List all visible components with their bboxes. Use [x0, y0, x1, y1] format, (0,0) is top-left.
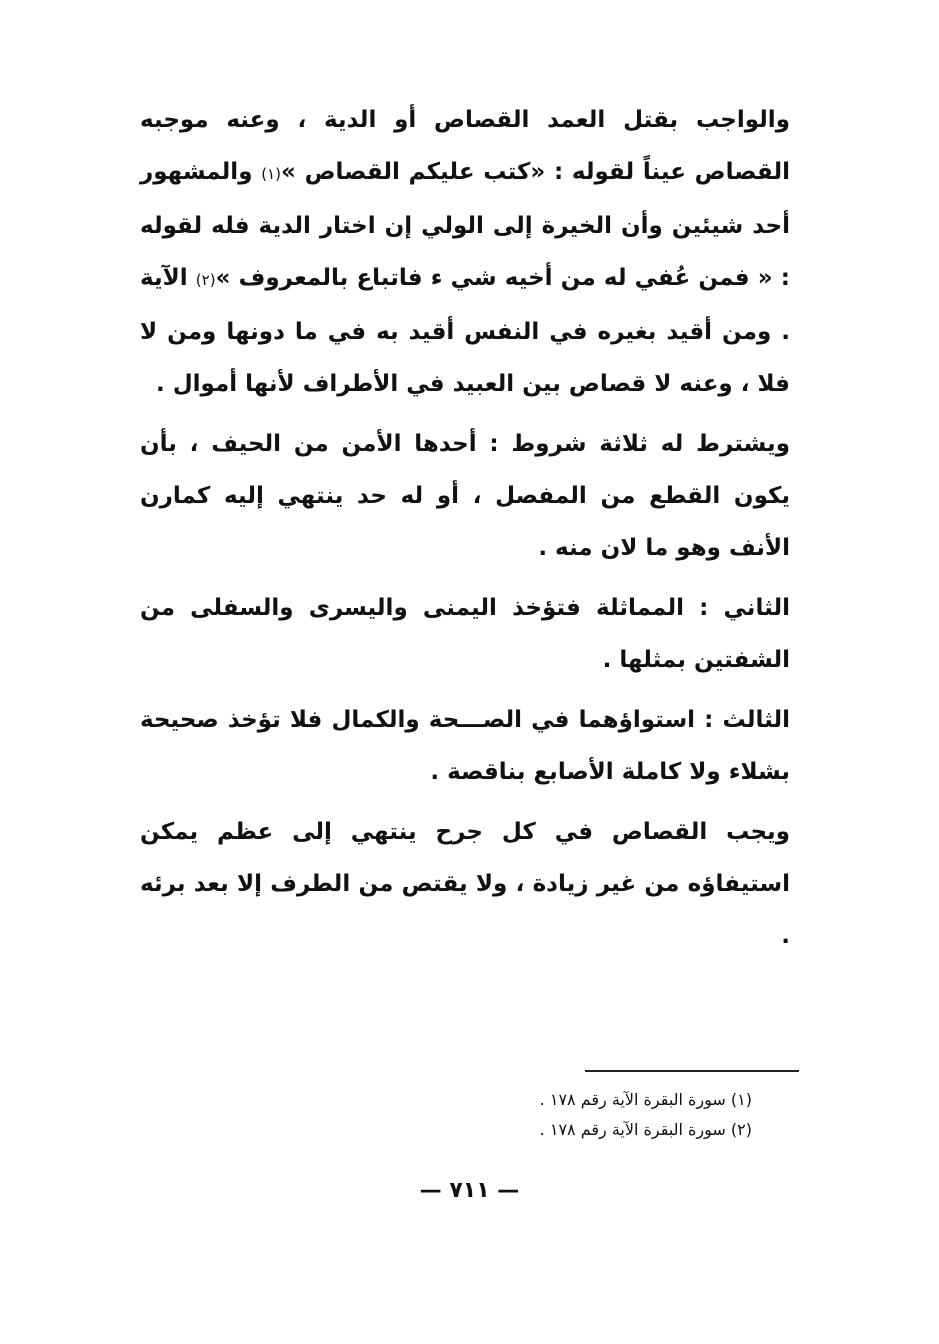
page-number: — ٧١١ —: [419, 1178, 520, 1203]
footnote-ref-2: (٢): [195, 271, 216, 289]
paragraph-1: [140, 94, 790, 410]
paragraph-1-part-2: والمشهور أحد شيئين وأن الخيرة إلى الولي إن اختار الدية فله لقوله : « فمن عُفي له من أخيه شي ء فاتباع بالمعروف »: [140, 159, 790, 291]
main-text: [140, 94, 790, 970]
paragraph-3: الثاني : المماثلة فتؤخذ اليمنى واليسرى والسفلى من الشفتين بمثلها .: [140, 595, 790, 673]
paragraph-1-part-1: والواجب بقتل العمد القصاص أو الدية ، وعنه موجبه القصاص عيناً لقوله : «كتب عليكم القصاص »: [140, 107, 790, 185]
footnote-divider: [585, 1070, 799, 1072]
footnote-ref-1: (١): [261, 165, 281, 183]
paragraph-2: ويشترط له ثلاثة شروط : أحدها الأمن من الحيف ، بأن يكون القطع من المفصل ، أو له حد ينتهي إليه كمارن الأنف وهو ما لان منه .: [140, 431, 790, 561]
paragraph-5: ويجب القصاص في كل جرح ينتهي إلى عظم يمكن استيفاؤه من غير زيادة ، ولا يقتص من الطرف إلا بعد برئه .: [140, 819, 790, 949]
footnote-2: (٢) سورة البقرة الآية رقم ١٧٨ .: [539, 1120, 752, 1139]
paragraph-1-part-3: الآية . ومن أقيد بغيره في النفس أقيد به في ما دونها ومن لا فلا ، وعنه لا قصاص بين العبيد في الأطراف لأنها أموال .: [140, 265, 790, 397]
footnotes: [400, 1085, 752, 1145]
paragraph-4: الثالث : استواؤهما في الصـــحة والكمال فلا تؤخذ صحيحة بشلاء ولا كاملة الأصابع بناقصة .: [140, 707, 790, 785]
footnote-1: (١) سورة البقرة الآية رقم ١٧٨ .: [539, 1090, 752, 1109]
